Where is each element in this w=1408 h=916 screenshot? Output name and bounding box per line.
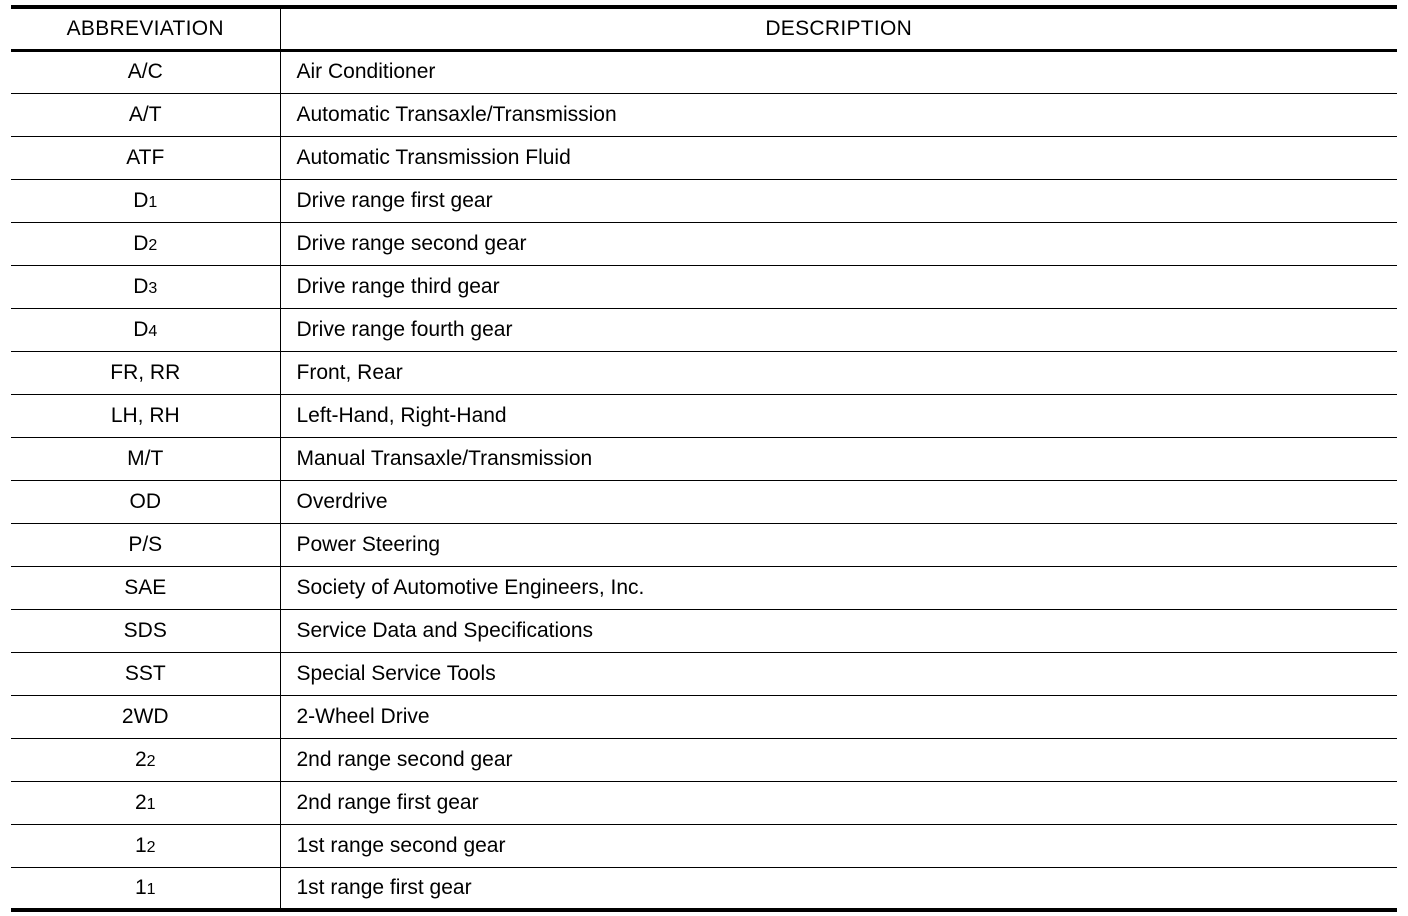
description-cell: Automatic Transmission Fluid (280, 136, 1397, 179)
table-row (11, 179, 1397, 222)
abbreviation-gear-index: 1 (146, 795, 156, 813)
table-row (11, 523, 1397, 566)
table-row (11, 308, 1397, 351)
description-cell: 2nd range second gear (280, 738, 1397, 781)
table-row (11, 222, 1397, 265)
abbreviation-text: D (133, 317, 149, 341)
abbreviation-cell (11, 781, 280, 824)
abbreviation-text: OD (129, 489, 161, 513)
description-cell: 2-Wheel Drive (280, 695, 1397, 738)
description-cell: 1st range first gear (280, 867, 1397, 910)
abbreviation-text: SAE (124, 575, 167, 599)
abbreviation-text: 2 (134, 790, 147, 814)
abbreviation-cell (11, 652, 280, 695)
abbreviation-table-container (11, 5, 1397, 912)
abbreviation-cell (11, 50, 280, 93)
abbreviation-gear-index: 1 (148, 193, 158, 211)
abbreviation-cell (11, 179, 280, 222)
table-row (11, 437, 1397, 480)
abbreviation-cell (11, 523, 280, 566)
table-row (11, 50, 1397, 93)
description-cell: Special Service Tools (280, 652, 1397, 695)
abbreviation-cell (11, 867, 280, 910)
abbreviation-gear-index: 2 (148, 236, 158, 254)
abbreviation-text: FR, RR (110, 360, 181, 384)
abbreviation-gear-index: 2 (146, 752, 156, 770)
table-body (11, 50, 1397, 910)
abbreviation-text: D (133, 274, 149, 298)
abbreviation-cell (11, 93, 280, 136)
abbreviation-cell (11, 437, 280, 480)
table-row (11, 695, 1397, 738)
table-row (11, 609, 1397, 652)
header-abbreviation: ABBREVIATION (11, 7, 280, 50)
abbreviation-text: LH, RH (110, 403, 180, 427)
abbreviation-text: A/C (127, 60, 163, 83)
abbreviation-gear-index: 2 (146, 838, 156, 856)
table-row (11, 351, 1397, 394)
abbreviation-cell (11, 566, 280, 609)
abbreviation-text: A/T (128, 102, 162, 126)
description-cell: Service Data and Specifications (280, 609, 1397, 652)
description-cell: Left-Hand, Right-Hand (280, 394, 1397, 437)
table-header (11, 7, 1397, 50)
abbreviation-text: SST (124, 661, 166, 685)
abbreviation-text: M/T (127, 446, 164, 470)
description-cell: Drive range first gear (280, 179, 1397, 222)
table-row (11, 566, 1397, 609)
abbreviation-text: D (133, 188, 149, 212)
table-row (11, 394, 1397, 437)
description-cell: Society of Automotive Engineers, Inc. (280, 566, 1397, 609)
description-cell: Manual Transaxle/Transmission (280, 437, 1397, 480)
description-cell: Power Steering (280, 523, 1397, 566)
description-cell: Drive range third gear (280, 265, 1397, 308)
abbreviation-text: D (133, 231, 149, 255)
abbreviation-cell (11, 394, 280, 437)
table-row (11, 136, 1397, 179)
abbreviation-gear-index: 1 (146, 880, 156, 898)
table-row (11, 824, 1397, 867)
abbreviation-cell (11, 609, 280, 652)
abbreviation-cell (11, 222, 280, 265)
abbreviation-cell (11, 480, 280, 523)
abbreviation-text: SDS (123, 618, 167, 642)
table-row (11, 738, 1397, 781)
header-description: DESCRIPTION (280, 7, 1397, 50)
table-row (11, 265, 1397, 308)
abbreviation-cell (11, 136, 280, 179)
description-cell: Drive range fourth gear (280, 308, 1397, 351)
description-cell: Drive range second gear (280, 222, 1397, 265)
table-row (11, 480, 1397, 523)
description-cell: 2nd range first gear (280, 781, 1397, 824)
abbreviation-text: ATF (126, 145, 165, 169)
table-row (11, 867, 1397, 910)
abbreviation-text: 1 (134, 833, 147, 857)
table-row (11, 93, 1397, 136)
description-cell: Air Conditioner (280, 50, 1397, 93)
table-row (11, 652, 1397, 695)
description-cell: Overdrive (280, 480, 1397, 523)
description-cell: Automatic Transaxle/Transmission (280, 93, 1397, 136)
abbreviation-table (11, 5, 1397, 912)
abbreviation-text: P/S (128, 532, 163, 556)
table-row (11, 781, 1397, 824)
abbreviation-cell (11, 308, 280, 351)
abbreviation-cell (11, 351, 280, 394)
abbreviation-text: 2 (134, 747, 147, 771)
abbreviation-text: 1 (134, 875, 147, 899)
header-row (11, 7, 1397, 50)
abbreviation-cell (11, 695, 280, 738)
description-cell: Front, Rear (280, 351, 1397, 394)
abbreviation-text: 2WD (121, 704, 169, 728)
abbreviation-gear-index: 3 (148, 279, 158, 297)
abbreviation-cell (11, 824, 280, 867)
abbreviation-cell (11, 265, 280, 308)
abbreviation-cell (11, 738, 280, 781)
description-cell: 1st range second gear (280, 824, 1397, 867)
abbreviation-gear-index: 4 (148, 322, 158, 340)
